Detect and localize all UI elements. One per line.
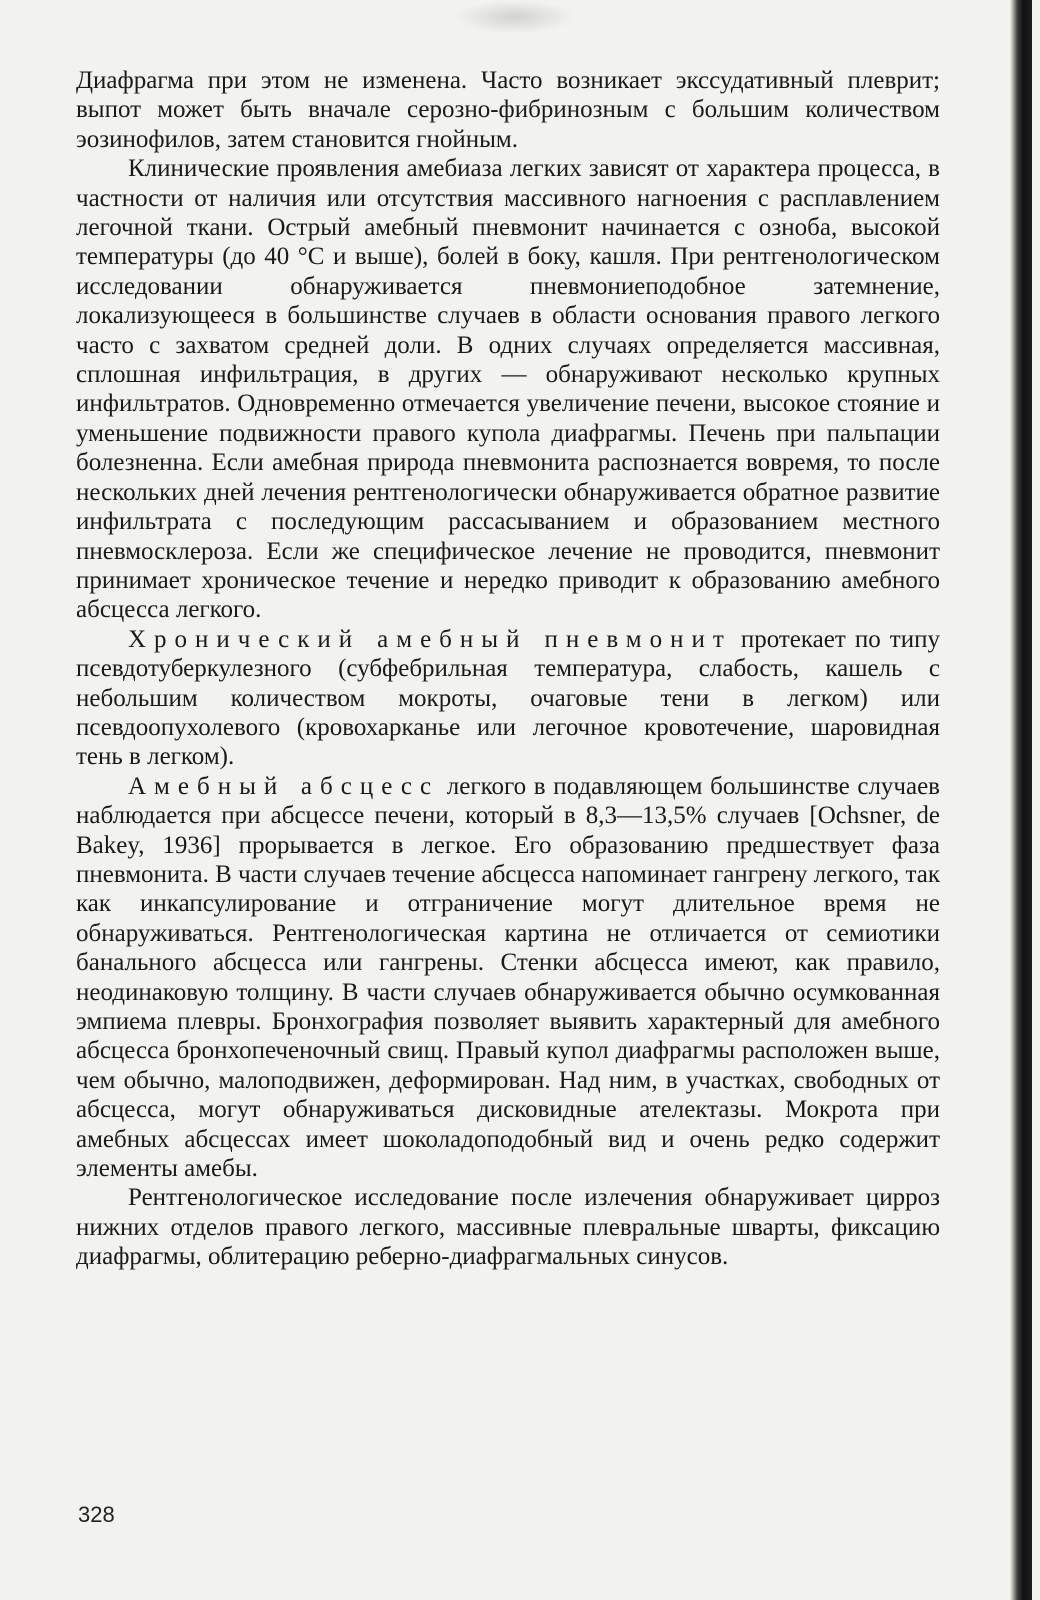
paragraph-3 — [76, 625, 940, 772]
page-binding-edge — [1010, 0, 1032, 1600]
paragraph-4 — [76, 772, 940, 1184]
paragraph-1-text: Диафрагма при этом не изменена. Часто возникает экссудативный плеврит; выпот может быть вначале серозно-фибринозным с большим количеством эозинофилов, затем становится гнойным. — [76, 67, 940, 153]
paragraph-4-text: легкого в подавляющем большинстве случаев наблюдается при абсцессе печени, который в 8,3—13,5% случаев [Ochsner, de Bakey, 1936] прорывается в легкое. Его образованию предшествует фаза пневмонита. В части случаев течение абсцесса напоминает гангрену легкого, так как инкапсулирование и отграничение могут длительное время не обнаруживаться. Рентгенологическая картина не отличается от семиотики банального абсцесса или гангрены. Стенки абсцесса имеют, как правило, неодинаковую толщину. В части случаев обнаруживается обычно осумкованная эмпиема плевры. Бронхография позволяет выявить характерный для амебного абсцесса бронхопеченочный свищ. Правый купол диафрагмы расположен выше, чем обычно, малоподвижен, деформирован. Над ним, в участках, свободных от абсцесса, могут обнаруживаться дисковидные ателектазы. Мокрота при амебных абсцессах имеет шоколадоподобный вид и очень редко содержит элементы амебы. — [76, 772, 940, 1183]
paragraph-2 — [76, 154, 940, 625]
paragraph-2-text: Клинические проявления амебиаза легких зависят от характера процесса, в частности от наличия или отсутствия массивного нагноения с расплавлением легочной ткани. Острый амебный пневмонит начинается с озноба, высокой температуры (до 40 °С и выше), болей в боку, кашля. При рентгенологическом исследовании обнаруживается пневмониеподобное затемнение, локализующееся в большинстве случаев в области основания правого легкого часто с захватом средней доли. В одних случаях определяется массивная, сплошная инфильтрация, в других — обнаруживают несколько крупных инфильтратов. Одновременно отмечается увеличение печени, высокое стояние и уменьшение подвижности правого купола диафрагмы. Печень при пальпации болезненна. Если амебная природа пневмонита распознается вовремя, то после нескольких дней лечения рентгенологически обнаруживается обратное развитие инфильтрата с последующим рассасыванием и образованием местного пневмосклероза. Если же специфическое лечение не проводится, пневмонит принимает хроническое течение и нередко приводит к образованию амебного абсцесса легкого. — [76, 155, 940, 624]
page-number: 328 — [78, 1502, 115, 1527]
paragraph-3-heading: Хронический амебный пневмонит — [128, 625, 732, 653]
paragraph-5 — [76, 1183, 940, 1271]
paragraph-1 — [76, 66, 940, 154]
paragraph-5-text: Рентгенологическое исследование после излечения обнаруживает цирроз нижних отделов правого легкого, массивные плевральные шварты, фиксацию диафрагмы, облитерацию реберно-диафрагмальных синусов. — [76, 1184, 940, 1271]
scan-smudge — [455, 0, 575, 34]
paragraph-3-text: протекает по типу псевдотуберкулезного (субфебрильная температура, слабость, кашель с небольшим количеством мокроты, очаговые тени в легком) или псевдоопухолевого (кровохарканье или легочное кровотечение, шаровидная тень в легком). — [76, 625, 940, 771]
paragraph-4-heading: Амебный абсцесс — [128, 772, 440, 800]
body-text — [76, 66, 940, 1272]
